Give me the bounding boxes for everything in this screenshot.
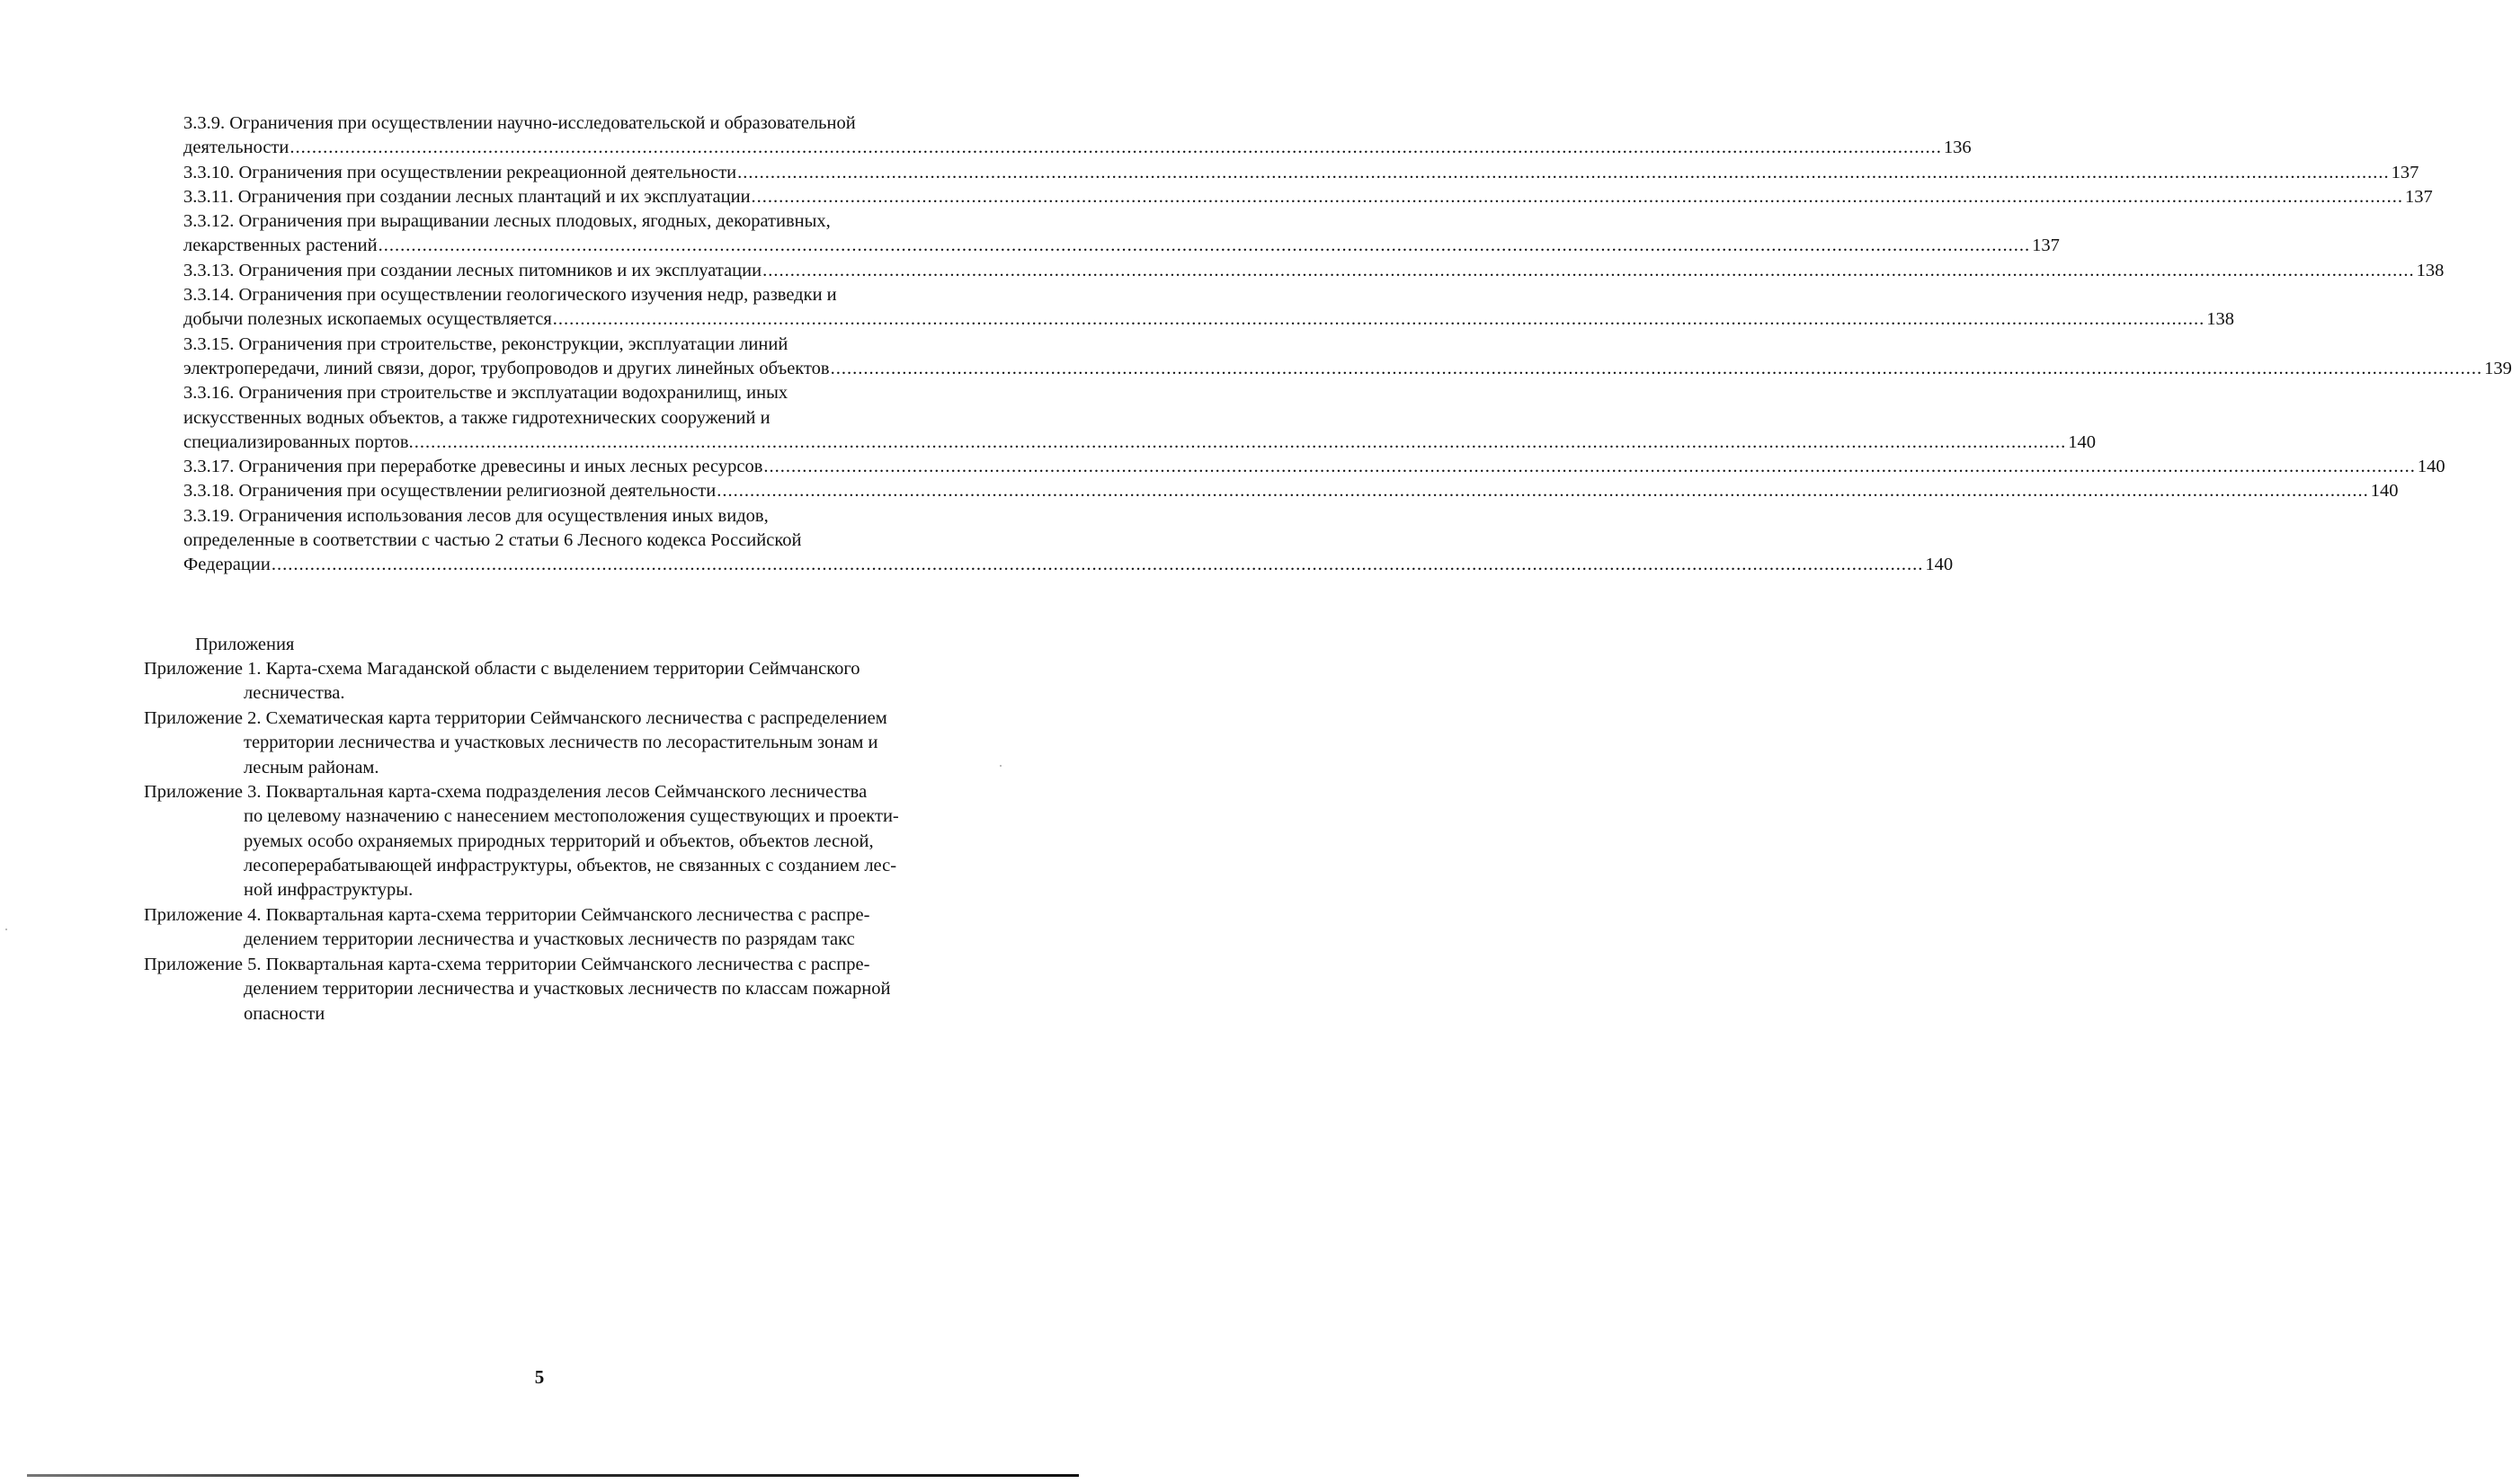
appendix-item[interactable] bbox=[144, 706, 1007, 780]
table-of-contents bbox=[183, 111, 2512, 578]
dot-leader: ............................................................................................................................................................................................................................................................................................................ bbox=[271, 555, 1924, 575]
toc-page-number: 138 bbox=[2416, 260, 2445, 280]
toc-entry-text: деятельности bbox=[183, 138, 290, 158]
toc-entry-text: 3.3.9. Ограничения при осуществлении научно-исследовательской и образовательной bbox=[183, 113, 856, 133]
toc-entry[interactable] bbox=[183, 283, 2235, 333]
toc-entry[interactable] bbox=[183, 259, 2445, 283]
toc-entry[interactable] bbox=[183, 479, 2399, 503]
toc-entry[interactable] bbox=[183, 209, 2060, 259]
toc-page-number: 140 bbox=[2370, 481, 2399, 502]
toc-page-number: 137 bbox=[2032, 235, 2060, 256]
toc-entry-text: 3.3.14. Ограничения при осуществлении геологического изучения недр, разведки и bbox=[183, 285, 837, 306]
appendix-text: лесоперерабатывающей инфраструктуры, объектов, не связанных с созданием лес- bbox=[244, 855, 897, 875]
toc-page-number: 138 bbox=[2206, 309, 2235, 330]
toc-entry-text: 3.3.19. Ограничения использования лесов для осуществления иных видов, bbox=[183, 505, 769, 526]
toc-page-number: 140 bbox=[2068, 431, 2096, 452]
appendix-text: делением территории лесничества и участковых лесничеств по классам пожарной bbox=[244, 979, 891, 1000]
appendix-text: Приложение 1. Карта-схема Магаданской области с выделением территории Сеймчанского bbox=[144, 659, 860, 679]
toc-page-number: 139 bbox=[2484, 358, 2512, 378]
dot-leader: ............................................................................................................................................................................................................................................................................................................ bbox=[737, 162, 2390, 182]
toc-entry-text: 3.3.17. Ограничения при переработке древесины и иных лесных ресурсов bbox=[183, 457, 763, 477]
toc-entry-text: 3.3.10. Ограничения при осуществлении рекреационной деятельности bbox=[183, 162, 737, 182]
toc-entry-text: Федерации bbox=[183, 555, 271, 575]
appendix-item[interactable] bbox=[144, 657, 1007, 706]
appendix-text: делением территории лесничества и участковых лесничеств по разрядам такс bbox=[244, 929, 855, 950]
bottom-rule bbox=[27, 1474, 1079, 1477]
toc-page-number: 140 bbox=[2417, 457, 2445, 477]
toc-entry[interactable] bbox=[183, 333, 2512, 382]
toc-entry[interactable] bbox=[183, 504, 1954, 578]
toc-entry-text: определенные в соответствии с частью 2 статьи 6 Лесного кодекса Российской bbox=[183, 530, 802, 551]
appendix-text: опасности bbox=[244, 1003, 325, 1024]
toc-entry-text: электропередачи, линий связи, дорог, трубопроводов и других линейных объектов bbox=[183, 358, 830, 378]
appendices-heading: Приложения bbox=[195, 635, 295, 654]
toc-page-number: 140 bbox=[1925, 555, 1954, 575]
appendix-text: руемых особо охраняемых природных территорий и объектов, объектов лесной, bbox=[244, 831, 874, 851]
dot-leader: ............................................................................................................................................................................................................................................................................................................ bbox=[762, 260, 2415, 280]
toc-entry-text: 3.3.13. Ограничения при создании лесных питомников и их эксплуатации bbox=[183, 260, 762, 280]
toc-entry-text: 3.3.18. Ограничения при осуществлении религиозной деятельности bbox=[183, 481, 717, 502]
appendix-item[interactable] bbox=[144, 903, 1007, 953]
dot-leader: ............................................................................................................................................................................................................................................................................................................ bbox=[751, 186, 2404, 207]
toc-entry-text: специализированных портов. bbox=[183, 431, 414, 452]
appendix-text: Приложение 4. Поквартальная карта-схема территории Сеймчанского лесничества с распре- bbox=[144, 905, 870, 925]
toc-page-number: 137 bbox=[2391, 162, 2419, 182]
appendix-item[interactable] bbox=[144, 780, 1007, 902]
toc-entry-text: 3.3.12. Ограничения при выращивании лесных плодовых, ягодных, декоративных, bbox=[183, 211, 831, 232]
dot-leader: ............................................................................................................................................................................................................................................................................................................ bbox=[414, 431, 2067, 452]
appendix-text: по целевому назначению с нанесением местоположения существующих и проекти- bbox=[244, 806, 899, 827]
dot-leader: ............................................................................................................................................................................................................................................................................................................ bbox=[552, 309, 2205, 330]
dot-leader: ............................................................................................................................................................................................................................................................................................................ bbox=[763, 457, 2416, 477]
toc-entry[interactable] bbox=[183, 185, 2433, 209]
toc-entry-text: добычи полезных ископаемых осуществляется bbox=[183, 309, 552, 330]
toc-entry[interactable] bbox=[183, 381, 2096, 455]
toc-entry[interactable] bbox=[183, 111, 1972, 161]
toc-entry[interactable] bbox=[183, 455, 2445, 479]
scan-speck bbox=[5, 929, 7, 930]
appendix-text: лесным районам. bbox=[244, 757, 379, 778]
appendix-item[interactable] bbox=[144, 953, 1007, 1026]
dot-leader: ............................................................................................................................................................................................................................................................................................................ bbox=[378, 235, 2031, 256]
dot-leader: ............................................................................................................................................................................................................................................................................................................ bbox=[717, 481, 2369, 502]
toc-entry-text: 3.3.11. Ограничения при создании лесных плантаций и их эксплуатации bbox=[183, 186, 751, 207]
scan-speck bbox=[1000, 765, 1002, 767]
appendix-text: лесничества. bbox=[244, 683, 345, 704]
appendix-text: территории лесничества и участковых лесничеств по лесорастительным зонам и bbox=[244, 733, 878, 753]
toc-page-number: 136 bbox=[1943, 138, 1972, 158]
dot-leader: ............................................................................................................................................................................................................................................................................................................ bbox=[830, 358, 2483, 378]
toc-entry[interactable] bbox=[183, 161, 2419, 185]
appendix-text: ной инфраструктуры. bbox=[244, 880, 414, 901]
appendix-text: Приложение 3. Поквартальная карта-схема подразделения лесов Сеймчанского лесничества bbox=[144, 782, 868, 802]
toc-entry-text: 3.3.15. Ограничения при строительстве, реконструкции, эксплуатации линий bbox=[183, 333, 788, 354]
toc-entry-text: 3.3.16. Ограничения при строительстве и эксплуатации водохранилищ, иных bbox=[183, 383, 788, 404]
toc-entry-text: искусственных водных объектов, а также гидротехнических сооружений и bbox=[183, 407, 771, 428]
appendix-text: Приложение 2. Схематическая карта территории Сеймчанского лесничества с распределением bbox=[144, 708, 887, 728]
toc-entry-text: лекарственных растений bbox=[183, 235, 378, 256]
dot-leader: ............................................................................................................................................................................................................................................................................................................ bbox=[290, 138, 1942, 158]
appendix-text: Приложение 5. Поквартальная карта-схема территории Сеймчанского лесничества с распре- bbox=[144, 955, 870, 974]
toc-page-number: 137 bbox=[2405, 186, 2433, 207]
page-number: 5 bbox=[534, 1366, 545, 1388]
